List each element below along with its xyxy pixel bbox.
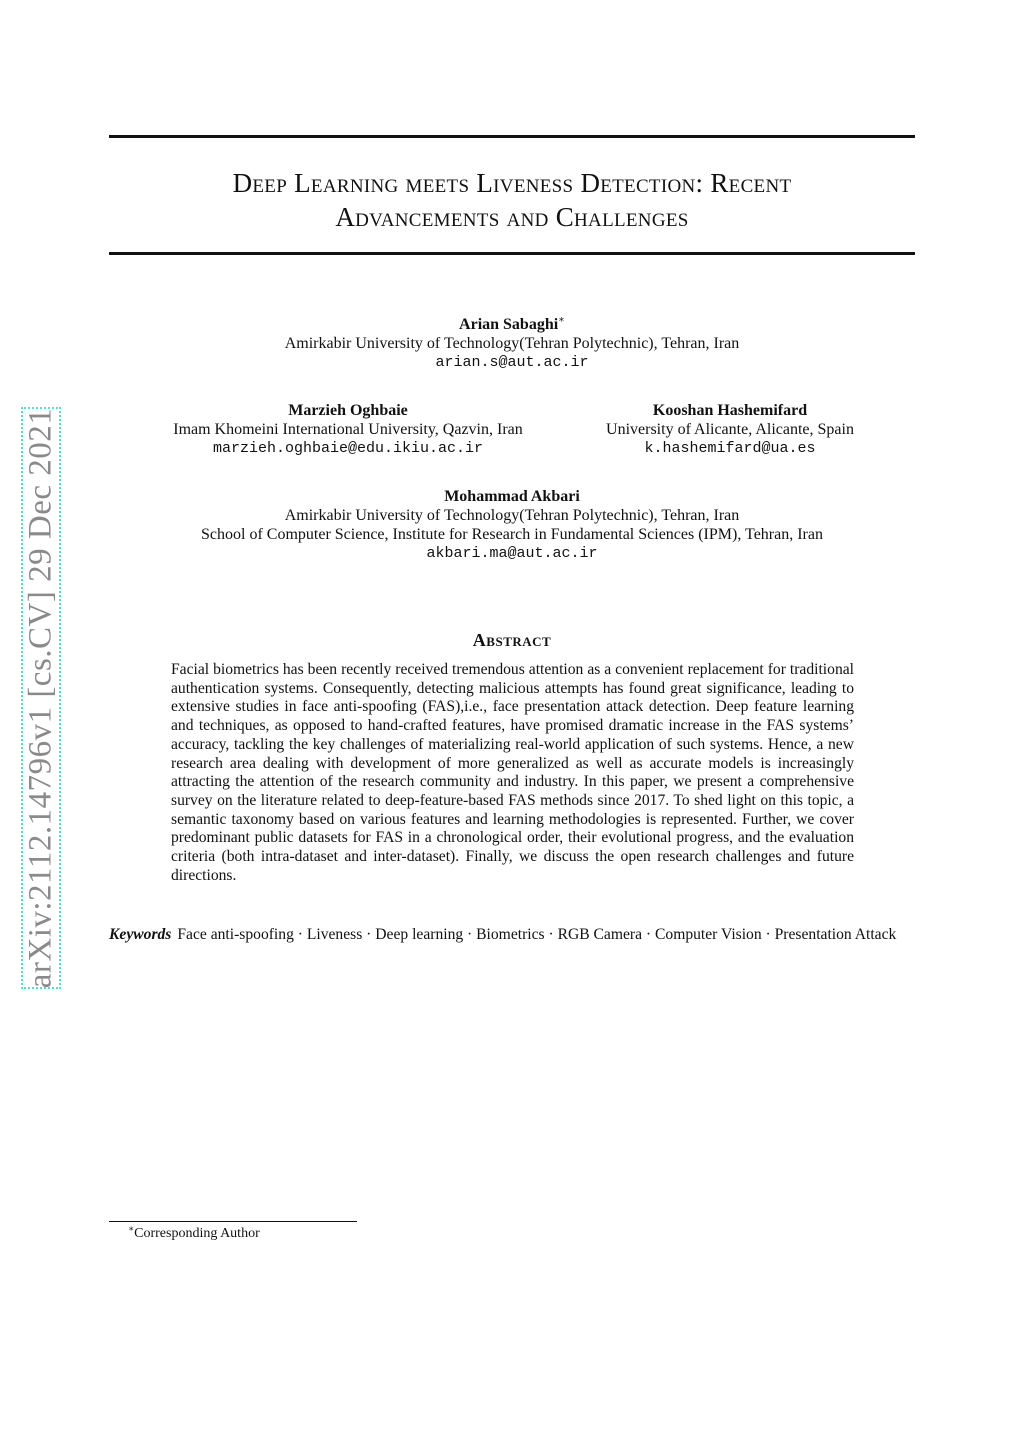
author-email[interactable]: k.hashemifard@ua.es xyxy=(644,440,816,457)
footnote-text: Corresponding Author xyxy=(134,1226,260,1241)
corresponding-mark: ∗ xyxy=(558,314,565,326)
author-name: Mohammad Akbari xyxy=(444,488,580,505)
author-name: Kooshan Hashemifard xyxy=(652,402,808,419)
keywords-text: Face anti-spoofing · Liveness · Deep learning · Biometrics · RGB Camera · Computer Vision · Presentation Attack xyxy=(177,926,897,943)
footnote-rule xyxy=(109,1221,357,1222)
author-block-2 xyxy=(140,401,556,458)
author-block-3 xyxy=(580,401,880,458)
paper-title xyxy=(109,166,915,234)
arxiv-stamp[interactable]: arXiv:2112.14796v1 [cs.CV] 29 Dec 2021 xyxy=(22,407,59,989)
abstract-heading: Abstract xyxy=(472,630,552,650)
title-rule-top xyxy=(109,135,915,138)
author-affiliation: University of Alicante, Alicante, Spain xyxy=(606,421,854,438)
author-affiliation: Amirkabir University of Technology(Tehran Polytechnic), Tehran, Iran xyxy=(284,335,740,352)
keywords-label: Keywords xyxy=(109,926,172,943)
author-affiliation: Amirkabir University of Technology(Tehran Polytechnic), Tehran, Iran xyxy=(284,507,740,524)
footnote-mark: ∗ xyxy=(128,1223,135,1234)
author-email[interactable]: marzieh.oghbaie@edu.ikiu.ac.ir xyxy=(212,440,484,457)
author-block-4 xyxy=(140,487,884,563)
author-name: Marzieh Oghbaie xyxy=(288,402,408,419)
title-rule-bottom xyxy=(109,252,915,255)
author-affiliation: Imam Khomeini International University, Qazvin, Iran xyxy=(173,421,523,438)
title-line-1: Deep Learning meets Liveness Detection: Recent xyxy=(232,168,792,198)
keywords xyxy=(109,925,915,944)
author-affiliation: School of Computer Science, Institute for Research in Fundamental Sciences (IPM), Tehran, Iran xyxy=(201,526,823,543)
author-name: Arian Sabaghi∗ xyxy=(459,314,565,333)
abstract-text: Facial biometrics has been recently received tremendous attention as a convenient replacement for traditional authentication systems. Consequently, detecting malicious attempts has found great significance, leading to extensive studies in face anti-spoofing (FAS),i.e., face presentation attack detection. Deep feature learning and techniques, as opposed to hand-crafted features, have promised dramatic increase in the FAS systems’ accuracy, tackling the key challenges of materializing real-world application of such systems. Hence, a new research area dealing with development of more generalized as well as accurate models is increasingly attracting the attention of the research community and industry. In this paper, we present a comprehensive survey on the literature related to deep-feature-based FAS methods since 2017. To shed light on this topic, a semantic taxonomy based on various features and learning methodologies is represented. Further, we cover predominant public datasets for FAS in a chronological order, their evolutional progress, and the evaluation criteria (both intra-dataset and inter-dataset). Finally, we discuss the open research challenges and future directions. xyxy=(171,661,854,884)
title-line-2: Advancements and Challenges xyxy=(335,202,689,232)
author-block-1 xyxy=(160,315,864,372)
author-email[interactable]: akbari.ma@aut.ac.ir xyxy=(426,545,598,562)
footnote xyxy=(128,1223,260,1242)
author-email[interactable]: arian.s@aut.ac.ir xyxy=(435,354,589,371)
